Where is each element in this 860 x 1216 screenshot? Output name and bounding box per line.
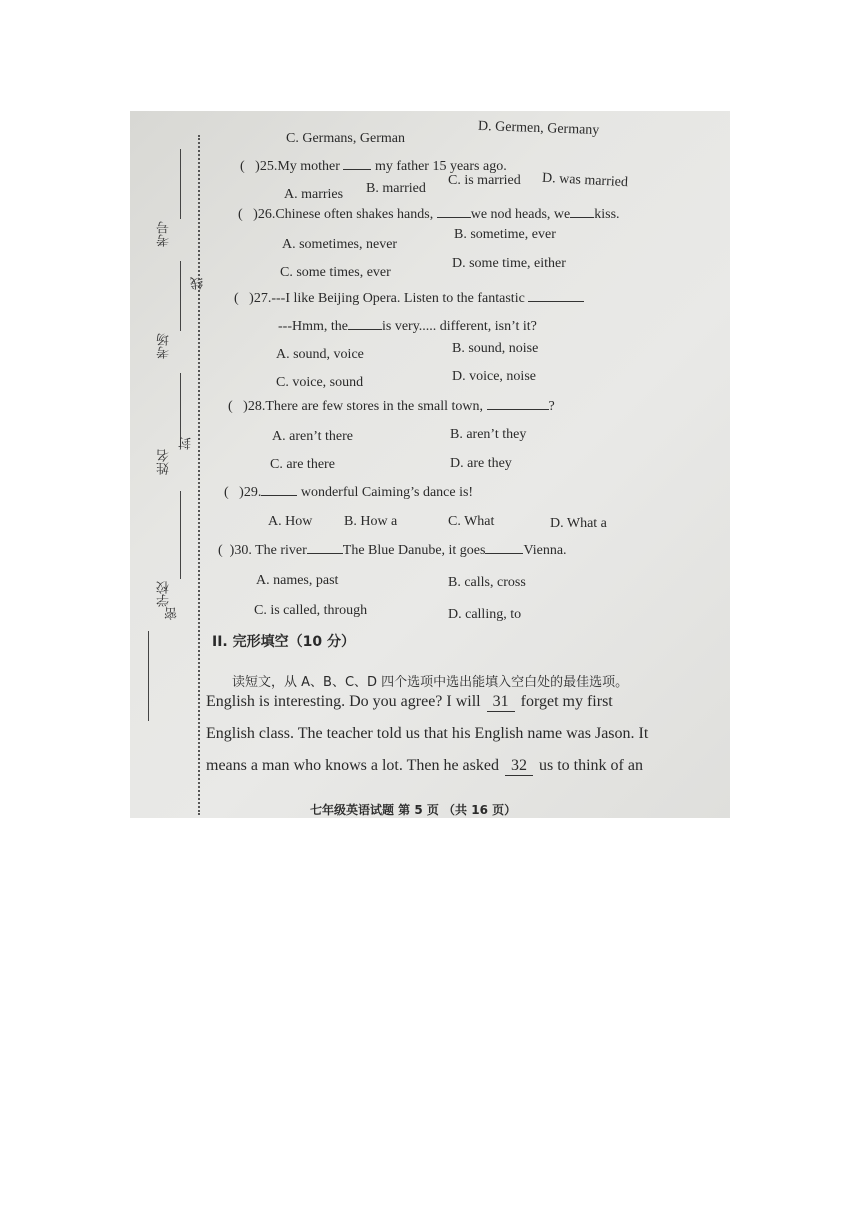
q27-blank-2 xyxy=(348,329,382,330)
q26-stem-end: kiss. xyxy=(594,207,620,222)
q27-option-b: B. sound, noise xyxy=(452,341,539,356)
q25-stem-text: )25.My mother xyxy=(255,159,340,174)
q25-paren: ( xyxy=(240,159,245,174)
q27-line-2-b: is very..... different, isn’t it? xyxy=(381,319,537,334)
q27-option-d: D. voice, noise xyxy=(452,369,536,384)
q28-blank xyxy=(487,409,549,410)
q26-option-b: B. sometime, ever xyxy=(454,227,556,242)
q25-option-d: D. was married xyxy=(541,170,629,191)
passage-line-1-b: forget my first xyxy=(520,693,613,710)
q28-paren: ( xyxy=(228,399,233,414)
q27-stem xyxy=(234,291,584,307)
passage-line-1 xyxy=(206,693,726,712)
q29-option-d: D. What a xyxy=(550,516,607,531)
q26-option-a: A. sometimes, never xyxy=(282,237,398,252)
q27-option-c: C. voice, sound xyxy=(276,375,364,390)
q30-option-a: A. names, past xyxy=(256,573,339,588)
q30-option-b: B. calls, cross xyxy=(448,575,526,590)
q26-option-c: C. some times, ever xyxy=(280,265,391,280)
section-2-title: II. 完形填空（10 分） xyxy=(212,634,355,650)
passage-line-1-a: English is interesting. Do you agree? I will xyxy=(206,693,481,710)
q26-stem-text: )26.Chinese often shakes hands, xyxy=(253,207,434,222)
exam-number-label: 考号 xyxy=(156,221,171,247)
q30-stem-end: Vienna. xyxy=(523,543,567,558)
q25-blank xyxy=(343,169,371,170)
room-label: 考场 xyxy=(156,333,171,359)
q26-stem-mid: we nod heads, we xyxy=(470,207,571,222)
q28-option-a: A. aren’t there xyxy=(272,429,353,444)
q27-blank-1 xyxy=(528,301,584,302)
q28-option-c: C. are there xyxy=(270,457,335,472)
q30-blank-2 xyxy=(485,553,523,554)
exam-page-photo xyxy=(130,111,730,818)
q25-option-a: A. marries xyxy=(284,187,344,202)
school-line-lower xyxy=(148,631,149,721)
q29-stem xyxy=(224,485,473,501)
name-label: 姓名 xyxy=(156,449,171,475)
q27-paren: ( xyxy=(234,291,239,306)
school-label: 学校 xyxy=(156,581,171,607)
q28-option-b: B. aren’t they xyxy=(450,427,527,442)
seal-mark-line: 线 xyxy=(190,277,205,290)
passage-line-3-b: us to think of an xyxy=(538,757,643,774)
q26-blank-1 xyxy=(437,217,471,218)
q27-line-2 xyxy=(278,319,537,335)
q29-stem-after: wonderful Caiming’s dance is! xyxy=(300,485,474,500)
q25-option-b: B. married xyxy=(366,181,426,196)
q30-option-d: D. calling, to xyxy=(448,607,522,622)
q24-option-c: C. Germans, German xyxy=(286,131,405,146)
q30-option-c: C. is called, through xyxy=(254,603,368,618)
q26-stem xyxy=(238,207,620,223)
q26-option-d: D. some time, either xyxy=(452,256,566,271)
page-footer: 七年级英语试题 第 5 页 （共 16 页） xyxy=(310,803,517,817)
q25-option-c: C. is married xyxy=(448,173,521,188)
q28-stem-end: ? xyxy=(548,399,555,414)
q30-paren: ( xyxy=(218,543,223,558)
q25-stem-after: my father 15 years ago. xyxy=(374,159,507,174)
passage-blank-32: 32 xyxy=(505,757,533,776)
q29-stem-text: )29. xyxy=(239,485,262,500)
q27-line-2-a: ---Hmm, the xyxy=(278,319,348,334)
q27-stem-text: )27.---I like Beijing Opera. Listen to the fantastic xyxy=(249,291,525,306)
q29-option-c: C. What xyxy=(448,514,495,529)
passage-line-3 xyxy=(206,757,726,776)
q27-option-a: A. sound, voice xyxy=(276,347,364,362)
q30-stem-mid: The Blue Danube, it goes xyxy=(342,543,486,558)
binding-dotted-line xyxy=(198,135,200,815)
exam-number-line xyxy=(180,149,181,219)
school-line xyxy=(180,491,181,579)
passage-line-3-a: means a man who knows a lot. Then he asked xyxy=(206,757,499,774)
q29-blank xyxy=(261,495,297,496)
q26-blank-2 xyxy=(570,217,594,218)
q30-blank-1 xyxy=(307,553,343,554)
room-line xyxy=(180,261,181,331)
q30-stem xyxy=(218,543,567,559)
q29-paren: ( xyxy=(224,485,229,500)
q29-option-a: A. How xyxy=(268,514,313,529)
passage-line-2: English class. The teacher told us that his English name was Jason. It xyxy=(206,725,649,742)
q28-stem xyxy=(228,399,555,415)
q30-stem-text: )30. The river xyxy=(229,543,307,558)
q28-option-d: D. are they xyxy=(450,456,512,471)
name-line xyxy=(180,373,181,447)
q28-stem-text: )28.There are few stores in the small town, xyxy=(243,399,484,414)
passage-blank-31: 31 xyxy=(487,693,515,712)
section-2-instruction: 读短文，从 A、B、C、D 四个选项中选出能填入空白处的最佳选项。 xyxy=(232,675,629,690)
q26-paren: ( xyxy=(238,207,243,222)
seal-mark-secret: 密 xyxy=(164,607,179,620)
seal-mark-seal: 封 xyxy=(178,437,193,450)
q24-option-d: D. Germen, Germany xyxy=(477,118,600,139)
q29-option-b: B. How a xyxy=(344,514,398,529)
